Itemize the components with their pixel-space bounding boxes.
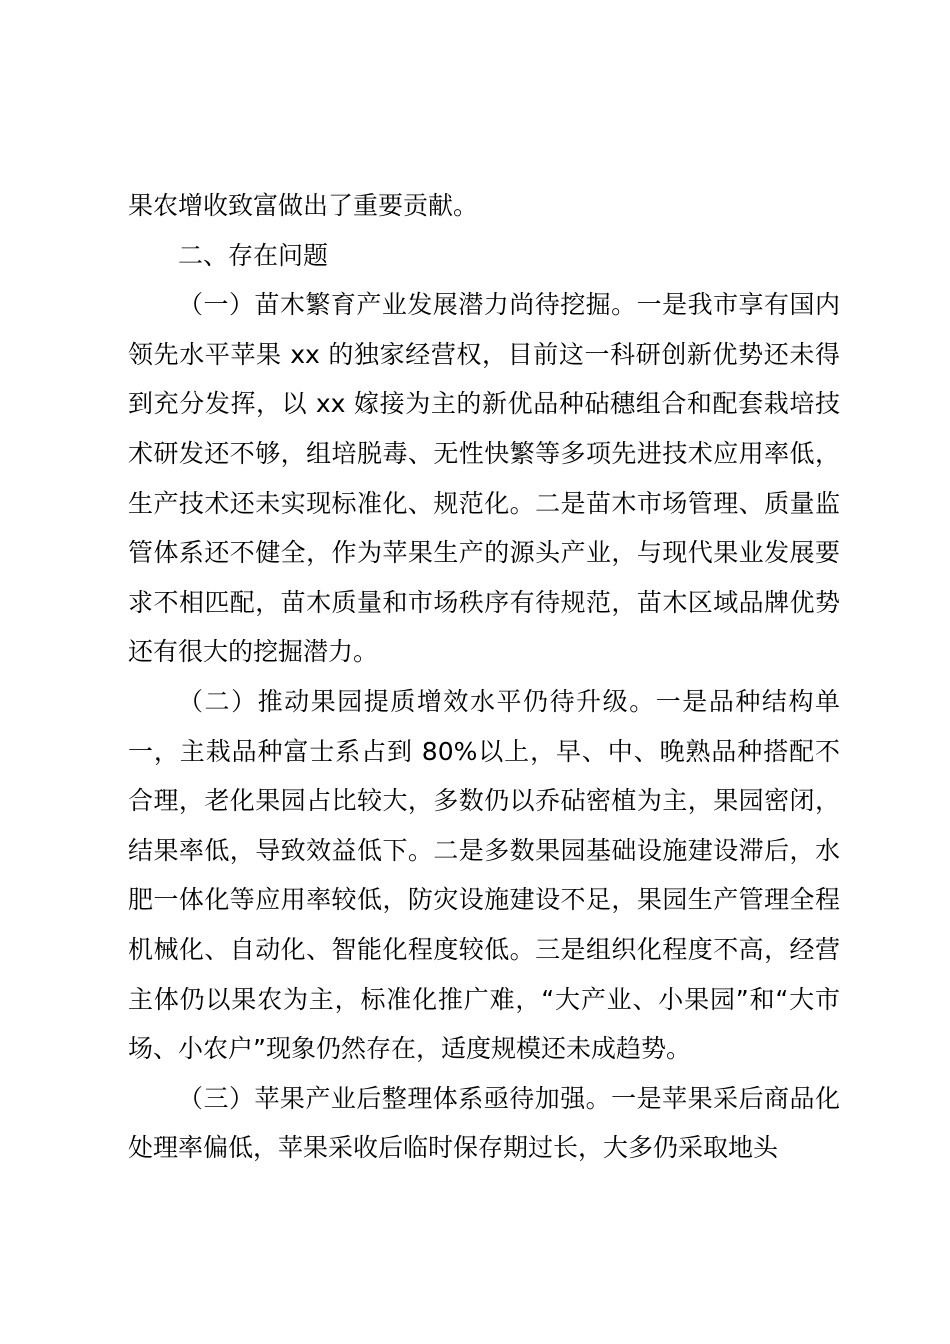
document-body (128, 181, 840, 1173)
section-heading: 二、存在问题 (178, 240, 329, 270)
paragraph-orchard: （二）推动果园提质增效水平仍待升级。一是品种结构单一，主栽品种富士系占到 80%以上，早、中、晚熟品种搭配不合理，老化果园占比较大，多数仍以乔砧密植为主，果园密闭，结果率低，导致效益低下。二是多数果园基础设施建设滞后，水肥一体化等应用率较低，防灾设施建设不足，果园生产管理全程机械化、自动化、智能化程度较低。三是组织化程度不高，经营主体仍以果农为主，标准化推广难，“大产业、小果园”和“大市场、小农户”现象仍然存在，适度规模还未成趋势。 (128, 686, 840, 1064)
paragraph-continuation: 果农增收致富做出了重要贡献。 (128, 191, 479, 220)
paragraph-postharvest: （三）苹果产业后整理体系亟待加强。一是苹果采后商品化处理率偏低，苹果采收后临时保存期过长，大多仍采取地头 (128, 1083, 840, 1163)
paragraph-seedling: （一）苗木繁育产业发展潜力尚待挖掘。一是我市享有国内领先水平苹果 xx 的独家经营权，目前这一科研创新优势还未得到充分发挥，以 xx 嫁接为主的新优品种砧穗组合和配套栽培技术研发还不够，组培脱毒、无性快繁等多项先进技术应用率低，生产技术还未实现标准化、规范化。二是苗木市场管理、质量监管体系还不健全，作为苹果生产的源头产业，与现代果业发展要求不相匹配，苗木质量和市场秩序有待规范，苗木区域品牌优势还有很大的挖掘潜力。 (128, 290, 840, 667)
